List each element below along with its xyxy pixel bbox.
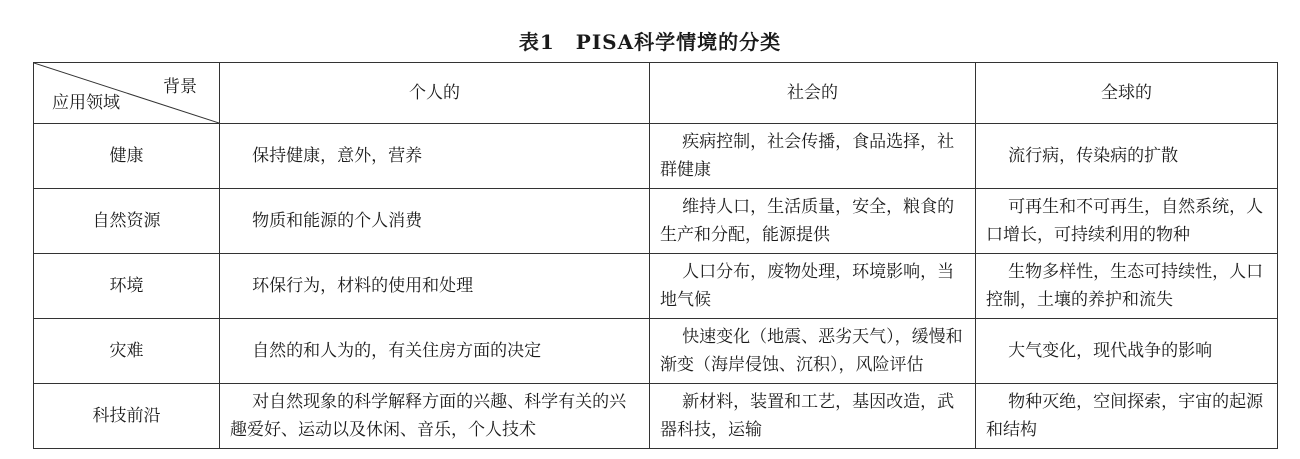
personal-cell: 自然的和人为的，有关住房方面的决定: [220, 319, 650, 384]
pisa-context-table: [33, 62, 1278, 449]
table-row: [34, 384, 1278, 449]
row-header-cell: 科技前沿: [34, 384, 220, 449]
global-cell: 可再生和不可再生，自然系统，人口增长，可持续利用的物种: [976, 189, 1278, 254]
column-header-social: 社会的: [650, 63, 976, 124]
global-cell: 生物多样性，生态可持续性，人口控制，土壤的养护和流失: [976, 254, 1278, 319]
column-header-personal: 个人的: [220, 63, 650, 124]
social-cell: 快速变化（地震、恶劣天气），缓慢和渐变（海岸侵蚀、沉积），风险评估: [650, 319, 976, 384]
table-row: [34, 189, 1278, 254]
table-row: [34, 124, 1278, 189]
global-cell: 大气变化，现代战争的影响: [976, 319, 1278, 384]
personal-cell: 环保行为，材料的使用和处理: [220, 254, 650, 319]
corner-label-domain: 应用领域: [52, 93, 120, 113]
table-caption: 表1 PISA科学情境的分类: [518, 30, 782, 54]
corner-header-cell: [34, 63, 220, 124]
header-row: [34, 63, 1278, 124]
personal-cell: 物质和能源的个人消费: [220, 189, 650, 254]
global-cell: 流行病，传染病的扩散: [976, 124, 1278, 189]
row-header-cell: 自然资源: [34, 189, 220, 254]
global-cell: 物种灭绝，空间探索，宇宙的起源和结构: [976, 384, 1278, 449]
social-cell: 疾病控制，社会传播，食品选择，社群健康: [650, 124, 976, 189]
social-cell: 维持人口，生活质量，安全，粮食的生产和分配，能源提供: [650, 189, 976, 254]
personal-cell: 对自然现象的科学解释方面的兴趣、科学有关的兴趣爱好、运动以及休闲、音乐，个人技术: [220, 384, 650, 449]
table-row: [34, 254, 1278, 319]
column-header-global: 全球的: [976, 63, 1278, 124]
social-cell: 新材料，装置和工艺，基因改造，武器科技，运输: [650, 384, 976, 449]
social-cell: 人口分布，废物处理，环境影响，当地气候: [650, 254, 976, 319]
row-header-cell: 环境: [34, 254, 220, 319]
table-row: [34, 319, 1278, 384]
personal-cell: 保持健康，意外，营养: [220, 124, 650, 189]
corner-label-context: 背景: [163, 77, 197, 97]
row-header-cell: 健康: [34, 124, 220, 189]
row-header-cell: 灾难: [34, 319, 220, 384]
